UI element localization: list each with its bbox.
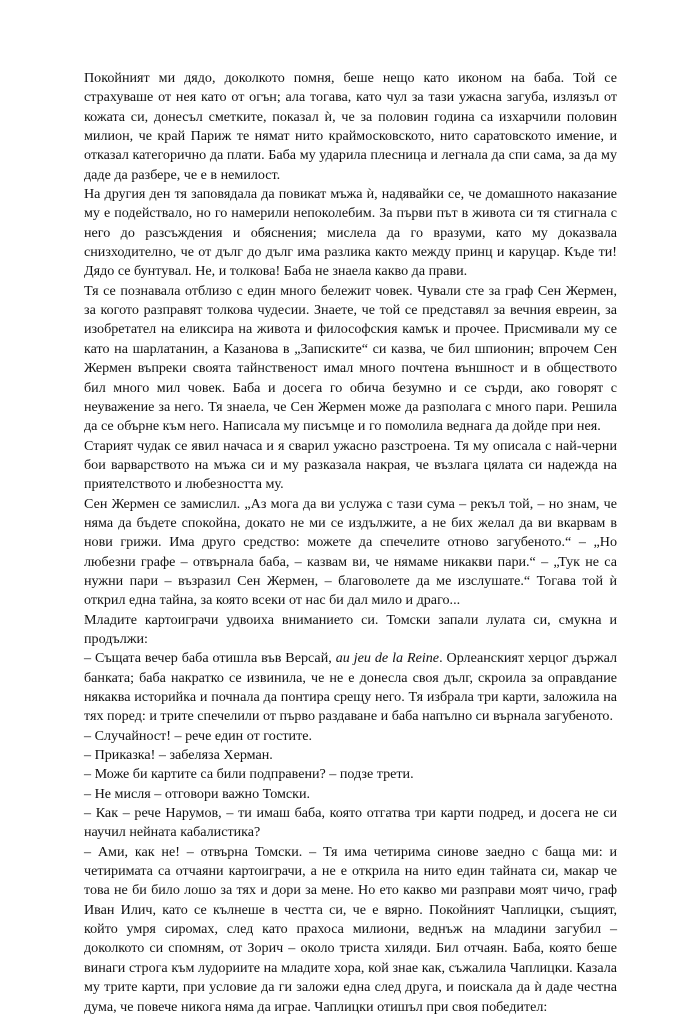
text-segment: На другия ден тя заповядала да повикат мъжа ѝ, надявайки се, че домашното наказание му е подействало, но го намерили непоколебим. За първи път в живота си тя стигнала с него до разсъждения и обяснения; мислела да го вразуми, като му доказвала снизходително, че от дълг до дълг има разлика както между принц и каруцар. Къде ти! Дядо се бунтувал. Не, и толкова! Баба не знаела какво да прави. xyxy=(84,186,617,280)
paragraph-p9 xyxy=(84,746,617,765)
text-segment: Покойният ми дядо, доколкото помня, беше нещо като иконом на баба. Той се страхуваше от нея като от огън; ала тогава, като чул за тази ужасна загуба, излязъл от кожата си, донесъл сметките, показал ѝ, че за половин година са изхарчили половин милион, че край Париж те нямат нито краймосковското, нито саратовското имение, и отказал категорично да плати. Баба му ударила плесница и легнала да спи сама, за да му даде да разбере, че е в немилост. xyxy=(84,70,617,183)
text-segment: – Ами, как не! – отвърна Томски. – Тя има четирима синове заедно с баща ми: и четиримата са отчаяни картоиграчи, а не е открила на нито един тайната си, макар че това не би било лошо за тях и дори за мене. Но ето какво ми разправи моят чичо, граф Иван Илич, като се кълнеше в честта си, че е вярно. Покойният Чаплицки, същият, който умря сиромах, след като прахоса милиони, веднъж на младини загубил – доколкото си спомням, от Зорич – около триста хиляди. Бил отчаян. Баба, която беше винаги строга към лудориите на младите хора, кой знае как, съжалила Чаплицки. Казала му трите карти, при условие да ги заложи една след друга, и поискала да ѝ даде честна дума, че повече никога няма да играе. Чаплицки отишъл при своя победител: xyxy=(84,843,617,1015)
text-segment: – Случайност! – рече един от гостите. xyxy=(84,727,313,744)
text-segment: . Орлеанският херцог държал банката; баба накратко се извинила, че не е донесла своя дълг, скроила за оправдание някаква историйка и почнала да понтира срещу него. Тя избрала три карти, заложила на тях поред: и трите спечелили от първо раздаване и баба напълно си върнала загубеното. xyxy=(84,650,617,725)
paragraph-p7 xyxy=(84,649,617,726)
paragraph-p5 xyxy=(84,495,617,611)
text-segment: – Същата вечер баба отишла във Версай, xyxy=(84,650,336,667)
paragraph-p10 xyxy=(84,765,617,784)
italic-phrase: au jeu de la Reine xyxy=(335,650,440,667)
paragraph-p2 xyxy=(84,185,617,282)
paragraph-p13 xyxy=(84,843,617,1017)
text-segment: – Не мисля – отговори важно Томски. xyxy=(84,785,311,802)
paragraph-p12 xyxy=(84,804,617,843)
paragraph-p1 xyxy=(84,69,617,185)
paragraph-p4 xyxy=(84,437,617,495)
text-segment: – Как – рече Нарумов, – ти имаш баба, която отгатва три карти подред, и досега не си научил нейната кабалистика? xyxy=(84,805,617,841)
text-segment: Младите картоиграчи удвоиха вниманието си. Томски запали лулата си, смукна и продължи: xyxy=(84,611,617,647)
paragraph-p8 xyxy=(84,727,617,746)
document-page xyxy=(84,69,617,1017)
paragraph-p6 xyxy=(84,611,617,650)
text-segment: – Приказка! – забеляза Херман. xyxy=(84,747,273,764)
paragraph-p3 xyxy=(84,282,617,437)
paragraph-p11 xyxy=(84,785,617,804)
text-segment: Тя се познавала отблизо с един много бележит човек. Чували сте за граф Сен Жермен, за когото разправят толкова чудесии. Знаете, че той се представял за вечния евреин, за изобретател на еликсира на живота и философския камък и прочее. Присмивали му се като на шарлатанин, а Казанова в „Записките“ си казва, че бил шпионин; впрочем Сен Жермен въпреки своята тайнственост имал много почтена външност и в обществото бил много мил човек. Баба и досега го обича безумно и се сърди, ако говорят с неуважение за него. Тя знаела, че Сен Жермен може да разполага с много пари. Решила да се обърне към него. Написала му писъмце и го помолила веднага да дойде при нея. xyxy=(84,282,617,435)
text-segment: – Може би картите са били подправени? – подзе трети. xyxy=(84,766,414,783)
text-segment: Сен Жермен се замислил. „Аз мога да ви услужа с тази сума – рекъл той, – но знам, че няма да бъдете спокойна, докато не ми се издължите, а не бих желал да ви вкарвам в нови грижи. Има друго средство: можете да спечелите отново загубеното.“ – „Но любезни графе – отвърнала баба, – казвам ви, че нямаме никакви пари.“ – „Тук не са нужни пари – възразил Сен Жермен, – благоволете да ме изслушате.“ Тогава той ѝ открил една тайна, за която всеки от нас би дал мило и драго... xyxy=(84,495,617,609)
text-segment: Старият чудак се явил начаса и я сварил ужасно разстроена. Тя му описала с най-черни бои варварството на мъжа си и му разказала накрая, че възлага цялата си надежда на приятелството и любезността му. xyxy=(84,437,617,493)
